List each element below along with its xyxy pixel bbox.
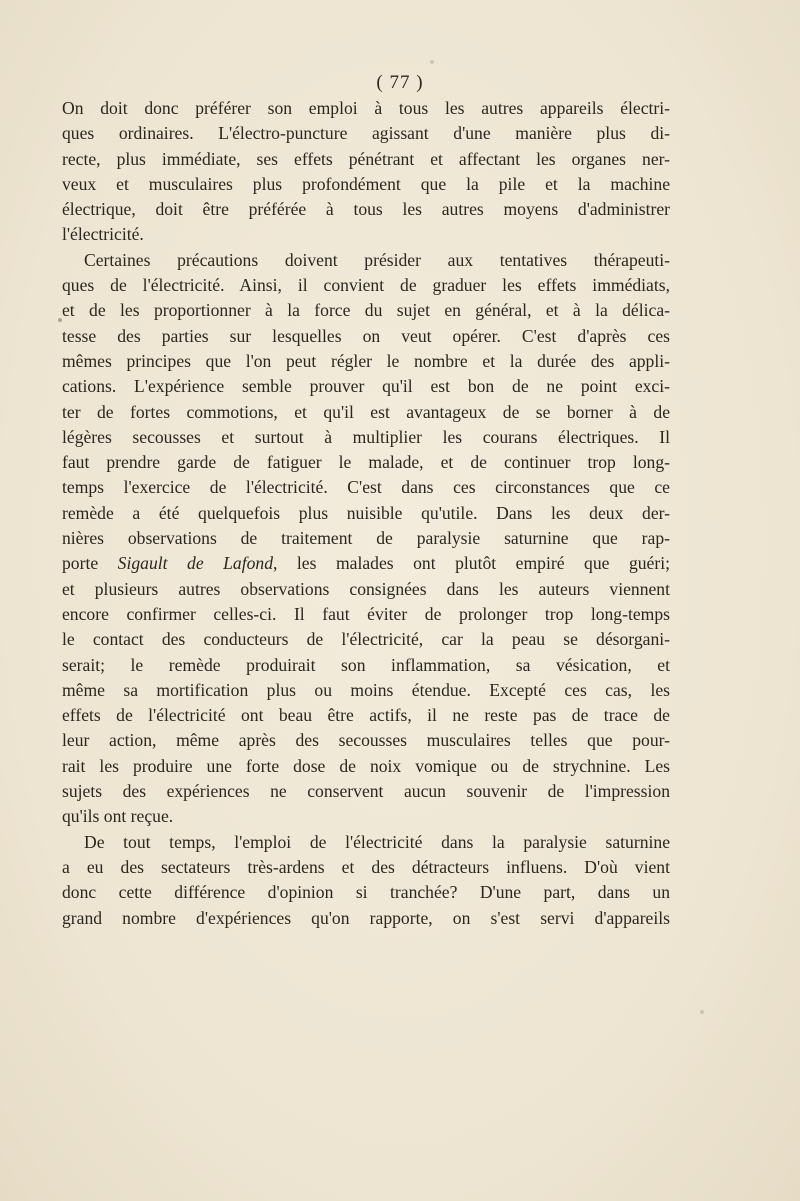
text-line: encore confirmer celles-ci. Il faut éviter de prolonger trop long-temps xyxy=(62,603,670,624)
text-line: grand nombre d'expériences qu'on rapporte, on s'est servi d'appareils xyxy=(62,907,670,928)
text-line: ques de l'électricité. Ainsi, il convient de graduer les effets immédiats, xyxy=(62,275,670,296)
text-line: serait; le remède produirait son inflammation, sa vésication, et xyxy=(62,654,670,675)
paper-speck xyxy=(700,1010,704,1014)
text-line: et de les proportionner à la force du sujet en général, et à la délica- xyxy=(62,300,670,321)
text-line: ques ordinaires. L'électro-puncture agissant d'une manière plus di- xyxy=(62,123,670,144)
text-line: le contact des conducteurs de l'électricité, car la peau se désorgani- xyxy=(62,629,670,650)
text-line: recte, plus immédiate, ses effets pénétrant et affectant les organes ner- xyxy=(62,148,670,169)
text-line: même sa mortification plus ou moins étendue. Excepté ces cas, les xyxy=(62,679,670,700)
text-line: ter de fortes commotions, et qu'il est avantageux de se borner à de xyxy=(62,401,670,422)
text-line: cations. L'expérience semble prouver qu'il est bon de ne point exci- xyxy=(62,376,670,397)
text-line: qu'ils ont reçue. xyxy=(62,806,174,827)
text-line: électrique, doit être préférée à tous les autres moyens d'administrer xyxy=(62,199,670,220)
paper-speck xyxy=(430,60,434,64)
text-line: sujets des expériences ne conservent aucun souvenir de l'impression xyxy=(62,781,670,802)
text-line: remède a été quelquefois plus nuisible qu'utile. Dans les deux der- xyxy=(62,502,670,523)
paper-speck xyxy=(58,318,62,322)
text-line: légères secousses et surtout à multiplier les courans électriques. Il xyxy=(62,426,670,447)
text-line: veux et musculaires plus profondément que la pile et la machine xyxy=(62,173,670,194)
text-line: mêmes principes que l'on peut régler le nombre et la durée des appli- xyxy=(62,350,670,371)
text-line: leur action, même après des secousses musculaires telles que pour- xyxy=(62,730,670,751)
text-line: effets de l'électricité ont beau être actifs, il ne reste pas de trace de xyxy=(62,705,670,726)
page-number: ( 77 ) xyxy=(376,72,424,93)
text-line: tesse des parties sur lesquelles on veut opérer. C'est d'après ces xyxy=(62,325,670,346)
text-line: donc cette différence d'opinion si tranchée? D'une part, dans un xyxy=(62,882,670,903)
text-line: faut prendre garde de fatiguer le malade, et de continuer trop long- xyxy=(62,452,670,473)
text-line: Certaines précautions doivent présider aux tentatives thérapeuti- xyxy=(84,249,670,270)
text-line: rait les produire une forte dose de noix vomique ou de strychnine. Les xyxy=(62,755,670,776)
text-line: De tout temps, l'emploi de l'électricité dans la paralysie saturnine xyxy=(84,831,670,852)
text-line: On doit donc préférer son emploi à tous les autres appareils électri- xyxy=(62,98,670,118)
body-text xyxy=(62,96,670,931)
text-line: l'électricité. xyxy=(62,224,144,245)
text-line: a eu des sectateurs très-ardens et des détracteurs influens. D'où vient xyxy=(62,856,670,877)
text-line: nières observations de traitement de paralysie saturnine que rap- xyxy=(62,528,670,549)
text-line: et plusieurs autres observations consignées dans les auteurs viennent xyxy=(62,578,670,599)
italic-author-name: Sigault de Lafond xyxy=(117,553,274,574)
text-line-with-italic: porte Sigault de Lafond, les malades ont plutôt empiré que guéri; xyxy=(62,553,670,574)
text-line: temps l'exercice de l'électricité. C'est dans ces circonstances que ce xyxy=(62,477,670,498)
